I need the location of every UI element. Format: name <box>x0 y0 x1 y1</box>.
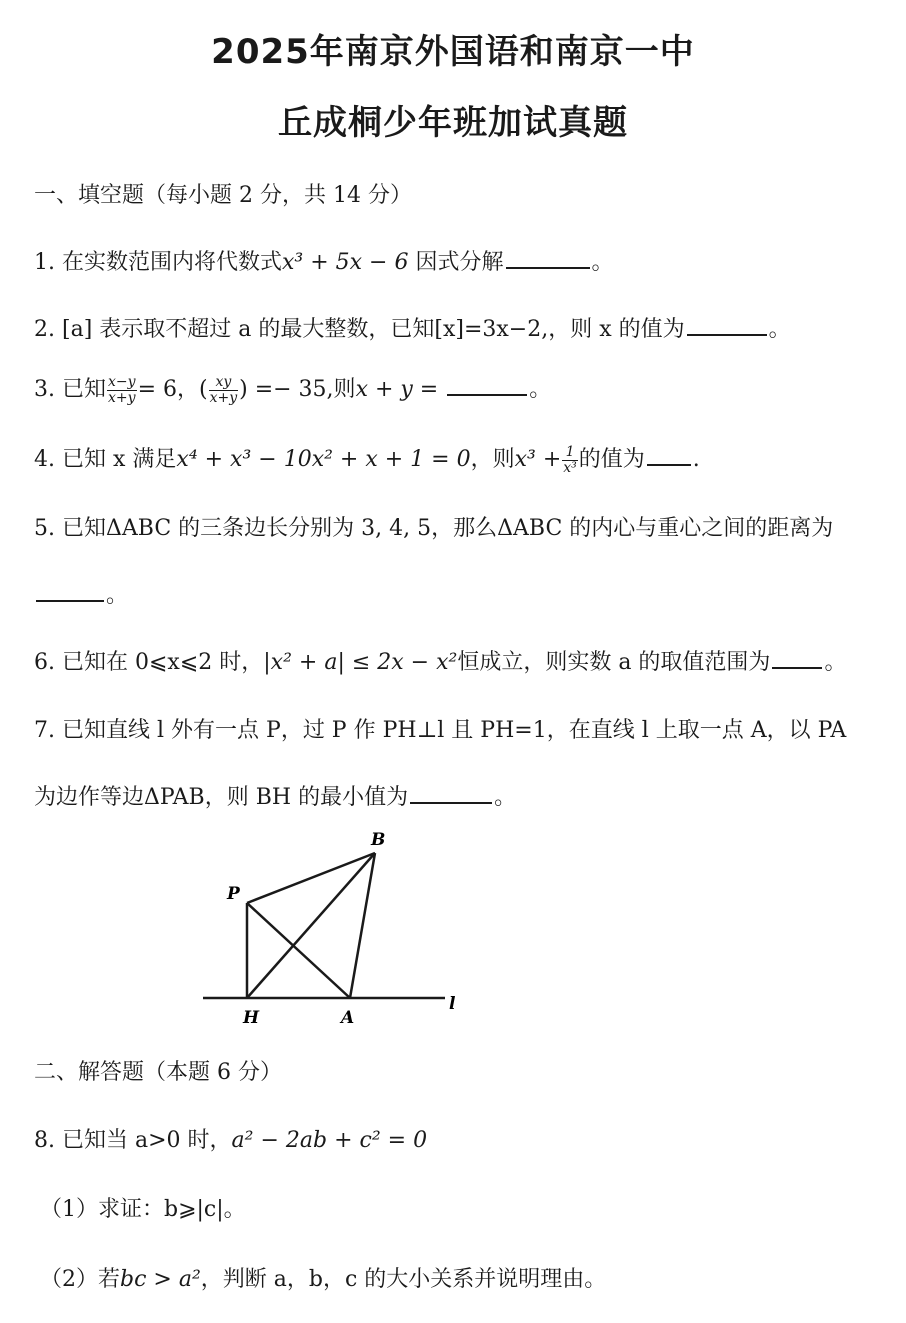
label-H: H <box>243 1008 260 1028</box>
answer-blank <box>447 390 527 396</box>
question-text: 为边作等边ΔPAB，则 BH 的最小值为 <box>34 785 409 810</box>
section-1-heading: 一、填空题（每小题 2 分，共 14 分） <box>34 183 412 208</box>
question-1 <box>34 245 614 276</box>
question-2 <box>34 312 791 343</box>
math-expression: |x² + a| ≤ 2x − x² <box>263 650 458 675</box>
segment-PA <box>247 903 350 998</box>
question-number: 3. <box>34 377 55 402</box>
question-text: 已知 x 满足 <box>62 447 177 472</box>
question-7-continued <box>34 780 516 811</box>
question-text: ，则 <box>470 447 515 472</box>
fraction-numerator: 1 <box>562 445 578 461</box>
question-5-continued <box>34 578 128 609</box>
fraction <box>209 375 239 406</box>
question-text: 在实数范围内将代数式 <box>62 250 283 275</box>
question-text: 已知 <box>62 377 107 402</box>
punctuation: 。 <box>768 317 791 342</box>
label-A: A <box>341 1008 355 1028</box>
question-text: 已知在 0⩽x⩽2 时， <box>62 650 264 675</box>
segment-HB <box>247 853 375 998</box>
answer-blank <box>772 663 822 669</box>
question-text: （2）若 <box>40 1267 120 1292</box>
question-8-part-1: （1）求证：b⩾|c|。 <box>40 1197 246 1222</box>
fraction-numerator: x−y <box>108 373 136 390</box>
question-text: 已知直线 l 外有一点 P，过 P 作 PH⊥l 且 PH=1，在直线 l 上取一点 A，以 PA <box>62 718 847 743</box>
math-expression: x⁴ + x³ − 10x² + x + 1 = 0 <box>176 447 471 472</box>
punctuation: 。 <box>591 250 614 275</box>
geometry-figure <box>195 825 485 1030</box>
answer-blank <box>410 798 492 804</box>
question-number: 1. <box>34 250 55 275</box>
fraction-denominator: x+y <box>209 389 238 406</box>
question-8 <box>34 1123 427 1154</box>
punctuation: 。 <box>529 377 552 402</box>
answer-blank <box>687 330 767 336</box>
fraction <box>107 375 137 406</box>
question-text: ，判断 a，b，c 的大小关系并说明理由。 <box>200 1267 607 1292</box>
page-title: 2025年南京外国语和南京一中 <box>211 32 695 72</box>
question-text: 已知当 a>0 时， <box>62 1128 232 1153</box>
question-number: 6. <box>34 650 55 675</box>
punctuation: 。 <box>824 650 847 675</box>
label-P: P <box>227 884 240 904</box>
punctuation: 。 <box>494 785 517 810</box>
fraction-numerator: xy <box>209 375 239 391</box>
answer-blank <box>506 263 590 269</box>
label-B: B <box>371 830 386 850</box>
answer-blank <box>647 460 691 466</box>
answer-blank <box>36 596 104 602</box>
question-5 <box>34 511 833 542</box>
question-4 <box>34 442 700 476</box>
math-expression: x³ + 5x − 6 <box>282 250 409 275</box>
math-text: ) =− 35,则 <box>239 377 356 402</box>
section-2-heading: 二、解答题（本题 6 分） <box>34 1060 282 1085</box>
math-expression: x³ + <box>514 447 562 472</box>
question-7 <box>34 713 846 744</box>
fraction <box>562 445 578 476</box>
question-text: 已知ΔABC 的三条边长分别为 3, 4, 5，那么ΔABC 的内心与重心之间的距离为 <box>62 516 834 541</box>
question-number: 2. <box>34 317 55 342</box>
question-text: 恒成立，则实数 a 的取值范围为 <box>457 650 771 675</box>
question-number: 4. <box>34 447 55 472</box>
question-text: [a] 表示取不超过 a 的最大整数，已知[x]=3x−2,，则 x 的值为 <box>62 317 685 342</box>
question-text: 的值为 <box>578 447 645 472</box>
segment-PB <box>247 853 375 903</box>
math-expression: bc > a² <box>120 1267 201 1292</box>
question-text: 因式分解 <box>415 250 504 275</box>
fraction-denominator: x+y <box>108 389 136 406</box>
question-number: 5. <box>34 516 55 541</box>
math-text: = 6，( <box>137 377 208 402</box>
fraction-denominator: x³ <box>563 459 577 476</box>
segment-BA <box>350 853 375 998</box>
label-l: l <box>449 994 456 1014</box>
question-number: 7. <box>34 718 55 743</box>
math-expression: a² − 2ab + c² = 0 <box>231 1128 428 1153</box>
question-number: 8. <box>34 1128 55 1153</box>
punctuation: . <box>692 447 700 472</box>
question-8-part-2 <box>40 1262 606 1293</box>
math-expression: x + y = <box>355 377 439 402</box>
question-6 <box>34 645 846 676</box>
page-subtitle: 丘成桐少年班加试真题 <box>278 103 628 143</box>
question-3 <box>34 372 551 406</box>
punctuation: 。 <box>106 583 129 608</box>
